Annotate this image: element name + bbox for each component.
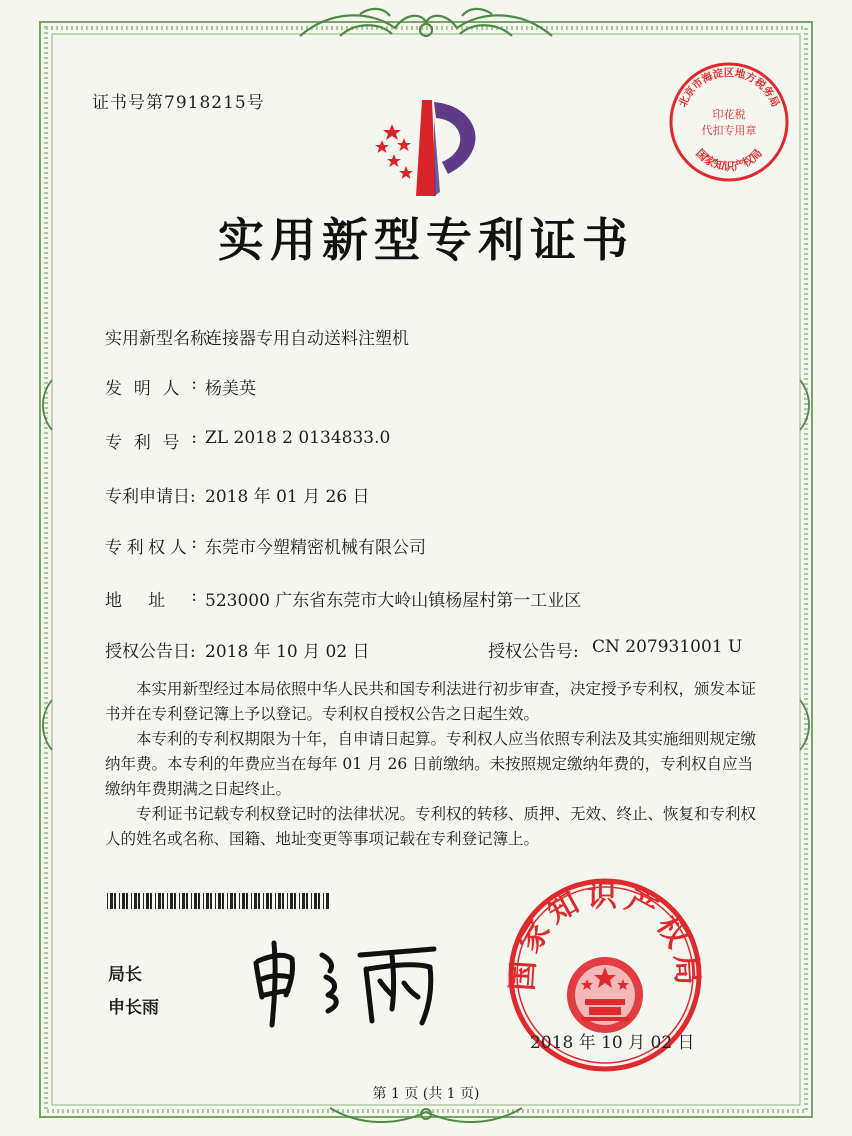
svg-text:国家知识产权局 — [693, 146, 765, 173]
patent-number-label-char: 利 — [133, 433, 151, 453]
address-label — [105, 586, 197, 611]
grant-date-label: 授权公告日: — [105, 642, 196, 662]
patentee-label-char: 利 — [126, 538, 144, 558]
inventor-label-colon: : — [191, 374, 197, 394]
grant-number-value: CN 207931001 U — [592, 637, 743, 657]
director-title: 局长 — [108, 965, 142, 985]
patentee-label — [105, 533, 197, 558]
inventor-label-char: 人 — [162, 379, 180, 399]
inventor-label-char: 明 — [133, 379, 151, 399]
patentee-label-colon: : — [191, 533, 197, 553]
inventor-label — [105, 374, 197, 399]
patent-number-label-char: 号 — [162, 433, 180, 453]
stamp-inner-text-2: 代扣专用章 — [701, 124, 757, 137]
utility-model-name-value: 连接器专用自动送料注塑机 — [205, 329, 409, 349]
svg-text:北京市海淀区地方税务局 — [677, 66, 783, 109]
address-value: 523000 广东省东莞市大岭山镇杨屋村第一工业区 — [205, 591, 582, 611]
address-label-colon: : — [191, 586, 197, 606]
grant-date-value: 2018 年 10 月 02 日 — [205, 642, 370, 662]
patentee-value: 东莞市今塑精密机械有限公司 — [205, 538, 426, 558]
director-signature — [242, 925, 442, 1030]
national-emblem-icon — [567, 957, 643, 1033]
patentee-label-char: 专 — [105, 538, 122, 558]
patent-number-value: ZL 2018 2 0134833.0 — [205, 428, 391, 448]
page-footer: 第 1 页 (共 1 页) — [372, 1086, 480, 1102]
address-label-char: 址 — [148, 591, 166, 611]
filing-date-label: 专利申请日: — [105, 487, 196, 507]
seal-date: 2018 年 10 月 02 日 — [530, 1033, 695, 1053]
certificate-paragraph: 本专利的专利权期限为十年，自申请日起算。专利权人应当依照专利法及其实施细则规定缴纳年费。本专利的年费应当在每年 01 月 26 日前缴纳。未按照规定缴纳年费的，专利权自应当缴纳年费期满之日起终止。 — [105, 730, 757, 798]
utility-model-name-label: 实用新型名称: — [105, 329, 213, 349]
stamp-bottom-text: 国家知识产权局 — [693, 146, 765, 173]
grant-number-label: 授权公告号: — [488, 642, 579, 662]
sipo-logo-icon — [360, 92, 500, 202]
address-label-char: 地 — [105, 591, 122, 611]
seal-text: 国家知识产权局 — [505, 879, 705, 992]
stamp-inner-text-1: 印花税 — [712, 108, 746, 121]
certificate-paragraph: 本实用新型经过本局依照中华人民共和国专利法进行初步审查，决定授予专利权，颁发本证书并在专利登记簿上予以登记。专利权自授权公告之日起生效。 — [105, 680, 757, 723]
patent-number-label — [105, 428, 197, 453]
certificate-title: 实用新型专利证书 — [218, 213, 634, 267]
patent-number-label-colon: : — [191, 428, 197, 448]
certificate-paragraph: 专利证书记载专利权登记时的法律状况。专利权的转移、质押、无效、终止、恢复和专利权人的姓名或名称、国籍、地址变更等事项记载在专利登记簿上。 — [105, 805, 757, 848]
certificate-number: 证书号第7918215号 — [92, 93, 265, 113]
inventor-label-char: 发 — [105, 379, 122, 399]
stamp-outer-text: 北京市海淀区地方税务局 — [676, 67, 782, 109]
filing-date-value: 2018 年 01 月 26 日 — [205, 487, 370, 507]
patentee-label-char: 权 — [148, 538, 166, 558]
barcode — [107, 893, 329, 909]
tax-stamp-seal — [665, 58, 793, 186]
patentee-label-char: 人 — [169, 538, 187, 558]
director-name: 申长雨 — [108, 998, 159, 1018]
patent-number-label-char: 专 — [105, 433, 122, 453]
inventor-value: 杨美英 — [205, 379, 256, 399]
